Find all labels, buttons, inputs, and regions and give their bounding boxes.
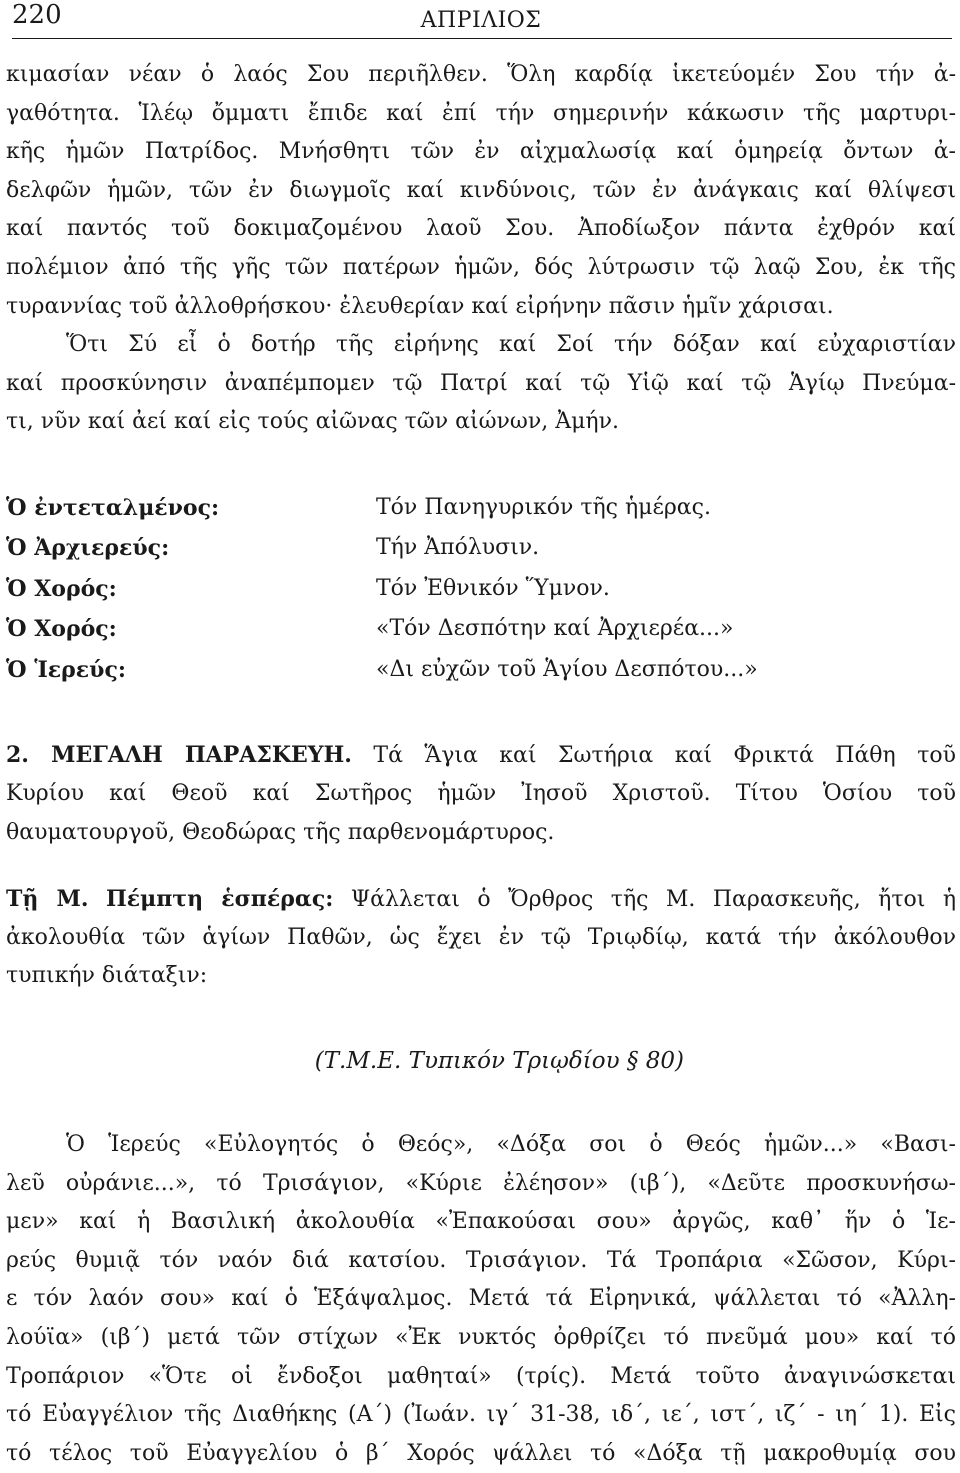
text-line: λούϊα» (ιβ΄) μετά τῶν στίχων «Ἐκ νυκτός ὀρθρίζει τό πνεῦμά μου» καί τό [6,1324,956,1350]
page-number: 220 [12,0,62,30]
text-line [6,736,956,775]
text-line: ἀκολουθία τῶν ἁγίων Παθῶν, ὡς ἔχει ἐν τῷ Τριῳδίῳ, κατά τήν ἀκόλουθον [6,924,956,950]
role-name: Ὁ Ἀρχιερεύς: [6,535,170,562]
text-line: ρεύς θυμιᾷ τόν ναόν διά κατσίου. Τρισάγιον. Τά Τροπάρια «Σῶσον, Κύρι- [6,1247,956,1273]
doxology-paragraph [6,326,956,442]
role-row [6,569,956,610]
text-line: γαθότητα. Ἱλέῳ ὄμματι ἔπιδε καί ἐπί τήν σημερινήν κάκωσιν τῆς μαρτυρι- [6,100,956,126]
spacer [6,996,956,1042]
role-row [6,609,956,650]
role-name: Ὁ Ἱερεύς: [6,656,126,683]
roles-list [6,488,956,691]
typikon-citation: (Τ.Μ.Ε. Τυπικόν Τριῳδίου § 80) [314,1048,684,1074]
text-line: μεν» καί ἡ Βασιλική ἀκολουθία «Ἐπακούσαι σου» ἀργῶς, καθ᾽ ἥν ὁ Ἱε- [6,1209,956,1235]
section-text: Ψάλλεται ὁ Ὄρθρος τῆς Μ. Παρασκευῆς, ἤτοι ἡ [333,887,956,913]
role-action: «Τόν Δεσπότην καί Ἀρχιερέα...» [376,616,734,642]
text-line [6,880,956,919]
role-name: Ὁ Χορός: [6,616,117,643]
text-line: Τροπάριον «Ὅτε οἱ ἔνδοξοι μαθηταί» (τρίς). Μετά τοῦτο ἀναγινώσκεται [6,1363,956,1389]
role-name: Ὁ Χορός: [6,575,117,602]
text-line: λεῦ οὐράνιε...», τό Τρισάγιον, «Κύριε ἐλέησον» (ιβ΄), «Δεῦτε προσκυνήσω- [6,1170,956,1196]
role-row [6,528,956,569]
header-rule [12,38,952,39]
text-line: τυραννίας τοῦ ἀλλοθρήσκου· ἐλευθερίαν καί εἰρήνην πᾶσιν ἡμῖν χάρισαι. [6,293,834,319]
good-friday-section [6,736,956,852]
text-line: τι, νῦν καί ἀεί καί εἰς τούς αἰῶνας τῶν αἰώνων, Ἀμήν. [6,409,619,435]
section-text: Τά Ἅγια καί Σωτήρια καί Φρικτά Πάθη τοῦ [351,743,956,769]
spacer [6,852,956,880]
spacer [6,690,956,736]
text-line: κιμασίαν νέαν ὁ λαός Σου περιῆλθεν. Ὅλη καρδίᾳ ἱκετεύομέν Σου τήν ἀ- [6,62,956,87]
text-line: τό τέλος τοῦ Εὐαγγελίου ὁ β΄ Χορός ψάλλει τό «Δόξα τῇ μακροθυμίᾳ σου [6,1440,956,1466]
text-line: τό Εὐαγγέλιον τῆς Διαθήκης (Α΄) (Ἰωάν. ιγ΄ 31-38, ιδ΄, ιε΄, ιστ΄, ιζ΄ - ιη΄ 1). Εἰς [6,1402,956,1428]
text-line: καί παντός τοῦ δοκιμαζομένου λαοῦ Σου. Ἀποδίωξον πάντα ἐχθρόν καί [6,216,956,242]
prayer-paragraph [6,56,956,326]
text-line: τυπικήν διάταξιν: [6,963,208,989]
role-action: «Δι εὐχῶν τοῦ Ἁγίου Δεσπότου...» [376,656,758,682]
role-name: Ὁ ἐντεταλμένος: [6,494,220,521]
spacer [6,442,956,488]
role-row [6,650,956,691]
text-line: Κυρίου καί Θεοῦ καί Σωτῆρος ἡμῶν Ἰησοῦ Χριστοῦ. Τίτου Ὁσίου τοῦ [6,781,956,807]
text-line: κῆς ἡμῶν Πατρίδος. Μνήσθητι τῶν ἐν αἰχμαλωσίᾳ καί ὁμηρείᾳ ὄντων ἀ- [6,139,956,165]
running-head: ΑΠΡΙΛΙΟΣ [420,8,542,33]
text-line: ε τόν λαόν σου» καί ὁ Ἑξάψαλμος. Μετά τά Εἰρηνικά, ψάλλεται τό «Ἀλλη- [6,1286,956,1312]
thursday-evening-section [6,880,956,996]
role-action: Τήν Ἀπόλυσιν. [376,535,540,561]
order-of-service [6,1126,956,1473]
time-label: Πέμπτη ἑσπέρας: [105,886,334,913]
text-line: καί προσκύνησιν ἀναπέμπομεν τῷ Πατρί καί τῷ Υἱῷ καί τῷ Ἁγίῳ Πνεύμα- [6,370,956,396]
text-line: Ὅτι Σύ εἶ ὁ δοτήρ τῆς εἰρήνης καί Σοί τήν δόξαν καί εὐχαριστίαν [66,332,956,358]
text-line: θαυματουργοῦ, Θεοδώρας τῆς παρθενομάρτυρος. [6,819,555,845]
text-line: Ὁ Ἱερεύς «Εὐλογητός ὁ Θεός», «Δόξα σοι ὁ Θεός ἡμῶν...» «Βασι- [66,1132,956,1157]
text-line: πολέμιον ἀπό τῆς γῆς τῶν πατέρων ἡμῶν, δός λύτρωσιν τῷ λαῷ Σου, ἐκ τῆς [6,254,956,280]
role-action: Τόν Πανηγυρικόν τῆς ἡμέρας. [376,494,711,520]
role-action: Τόν Ἐθνικόν Ὕμνον. [376,575,610,601]
section-heading: 2. ΜΕΓΑΛΗ ΠΑΡΑΣΚΕΥΗ. [6,742,352,769]
role-row [6,488,956,529]
spacer [6,1080,956,1126]
text-line: δελφῶν ἡμῶν, τῶν ἐν διωγμοῖς καί κινδύνοις, τῶν ἐν ἀνάγκαις καί θλίψεσι [6,177,956,203]
page-header [6,0,956,40]
body-text [6,56,956,1473]
day-label: Τῇ Μ. [6,886,89,913]
